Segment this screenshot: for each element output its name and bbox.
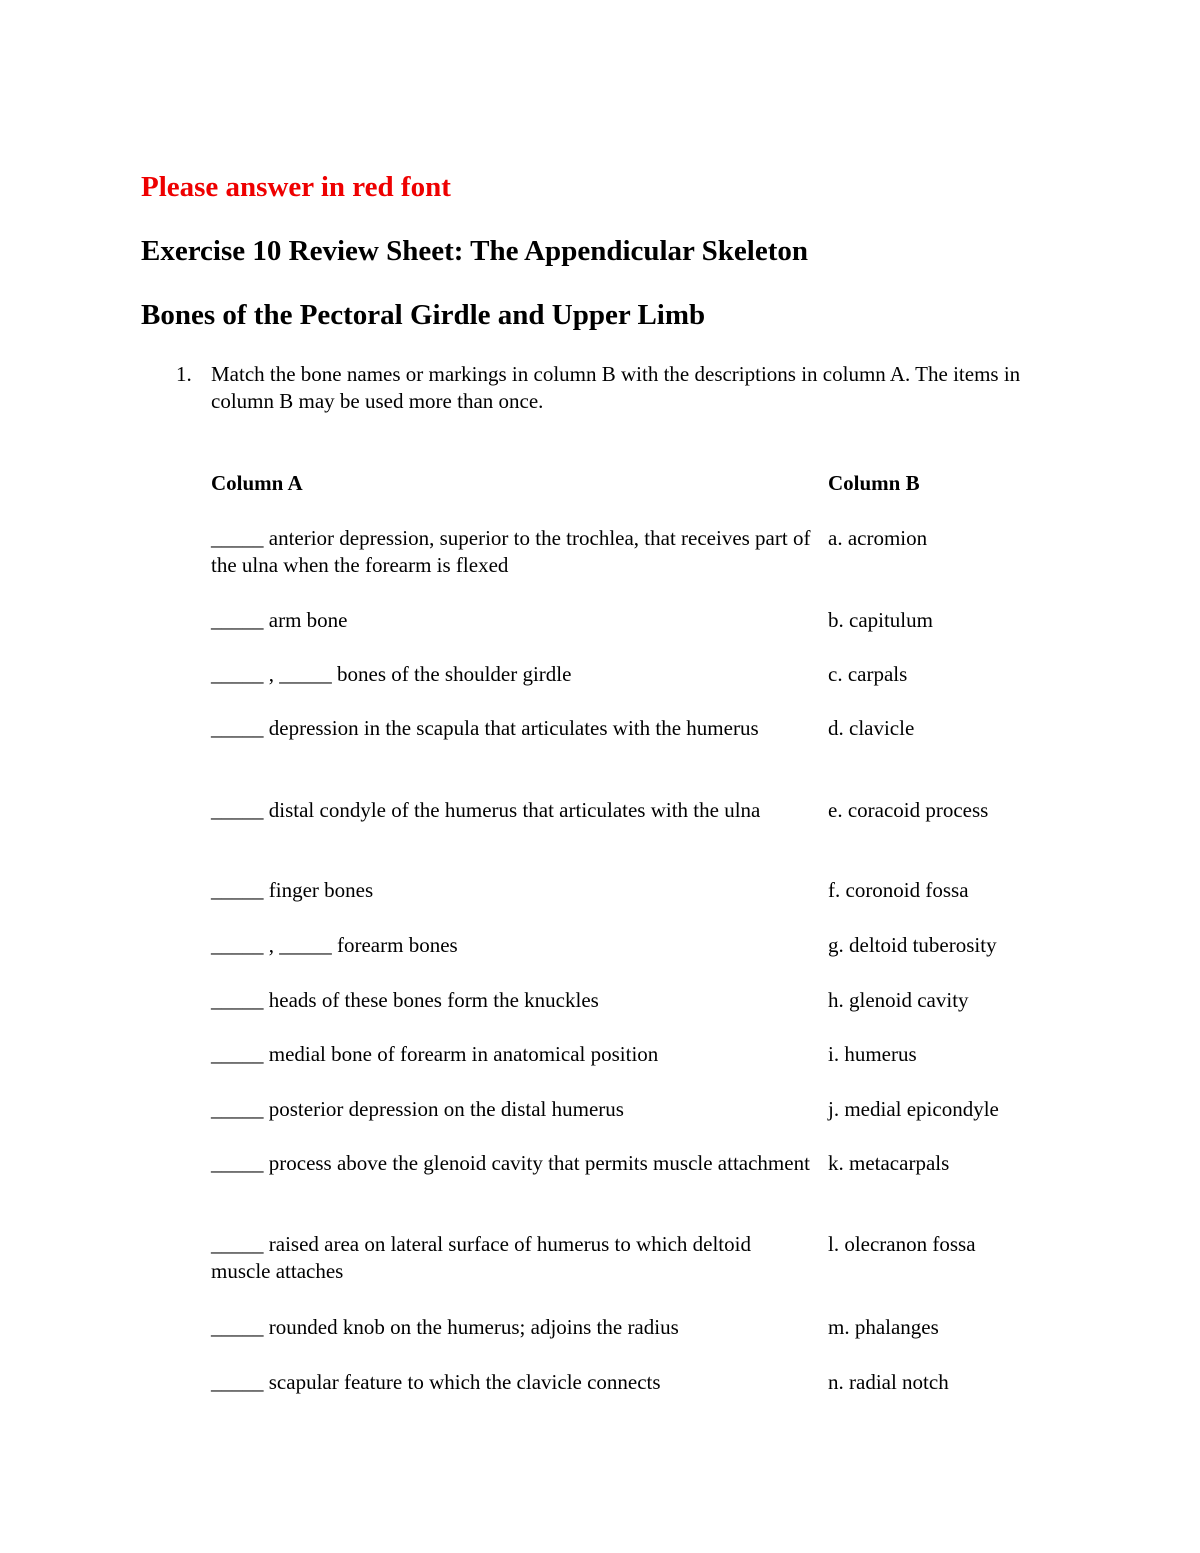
column-a-description[interactable]: _____ raised area on lateral surface of humerus to which deltoid muscle attaches	[211, 1232, 751, 1283]
question-text: Match the bone names or markings in column B with the descriptions in column A. The items in column B may be used more than once.	[211, 362, 1021, 413]
column-a-description[interactable]: _____ , _____ bones of the shoulder girdle	[211, 662, 572, 686]
column-b-choice: f. coronoid fossa	[828, 878, 969, 902]
column-a-description[interactable]: _____ process above the glenoid cavity that permits muscle attachment	[211, 1151, 810, 1175]
column-a-description[interactable]: _____ , _____ forearm bones	[211, 933, 458, 957]
section-heading: Bones of the Pectoral Girdle and Upper Limb	[141, 299, 706, 331]
column-b-choice: d. clavicle	[828, 716, 915, 740]
answer-instruction: Please answer in red font	[141, 171, 451, 203]
column-a-description[interactable]: _____ anterior depression, superior to the trochlea, that receives part of the ulna when the forearm is flexed	[211, 526, 811, 577]
column-b-choice: m. phalanges	[828, 1315, 939, 1339]
page-title: Exercise 10 Review Sheet: The Appendicular Skeleton	[141, 235, 808, 267]
column-a-header: Column A	[211, 471, 303, 495]
question-number: 1.	[176, 362, 192, 386]
column-a-description[interactable]: _____ posterior depression on the distal humerus	[211, 1097, 624, 1121]
column-b-choice: a. acromion	[828, 526, 928, 550]
column-b-choice: h. glenoid cavity	[828, 988, 969, 1012]
column-a-description[interactable]: _____ scapular feature to which the clavicle connects	[211, 1370, 661, 1394]
column-b-choice: b. capitulum	[828, 608, 933, 632]
column-a-description[interactable]: _____ arm bone	[211, 608, 348, 632]
column-a-description[interactable]: _____ medial bone of forearm in anatomical position	[211, 1042, 659, 1066]
column-b-choice: l. olecranon fossa	[828, 1232, 976, 1256]
column-a-description[interactable]: _____ rounded knob on the humerus; adjoins the radius	[211, 1315, 679, 1339]
column-b-choice: i. humerus	[828, 1042, 917, 1066]
column-b-choice: c. carpals	[828, 662, 908, 686]
column-b-choice: n. radial notch	[828, 1370, 949, 1394]
column-a-description[interactable]: _____ distal condyle of the humerus that articulates with the ulna	[211, 798, 761, 822]
column-a-description[interactable]: _____ finger bones	[211, 878, 374, 902]
column-b-choice: g. deltoid tuberosity	[828, 933, 997, 957]
column-b-choice: k. metacarpals	[828, 1151, 950, 1175]
column-b-choice: j. medial epicondyle	[828, 1097, 999, 1121]
column-b-header: Column B	[828, 471, 920, 495]
column-a-description[interactable]: _____ depression in the scapula that articulates with the humerus	[211, 716, 759, 740]
column-a-description[interactable]: _____ heads of these bones form the knuckles	[211, 988, 599, 1012]
column-b-choice: e. coracoid process	[828, 798, 989, 822]
